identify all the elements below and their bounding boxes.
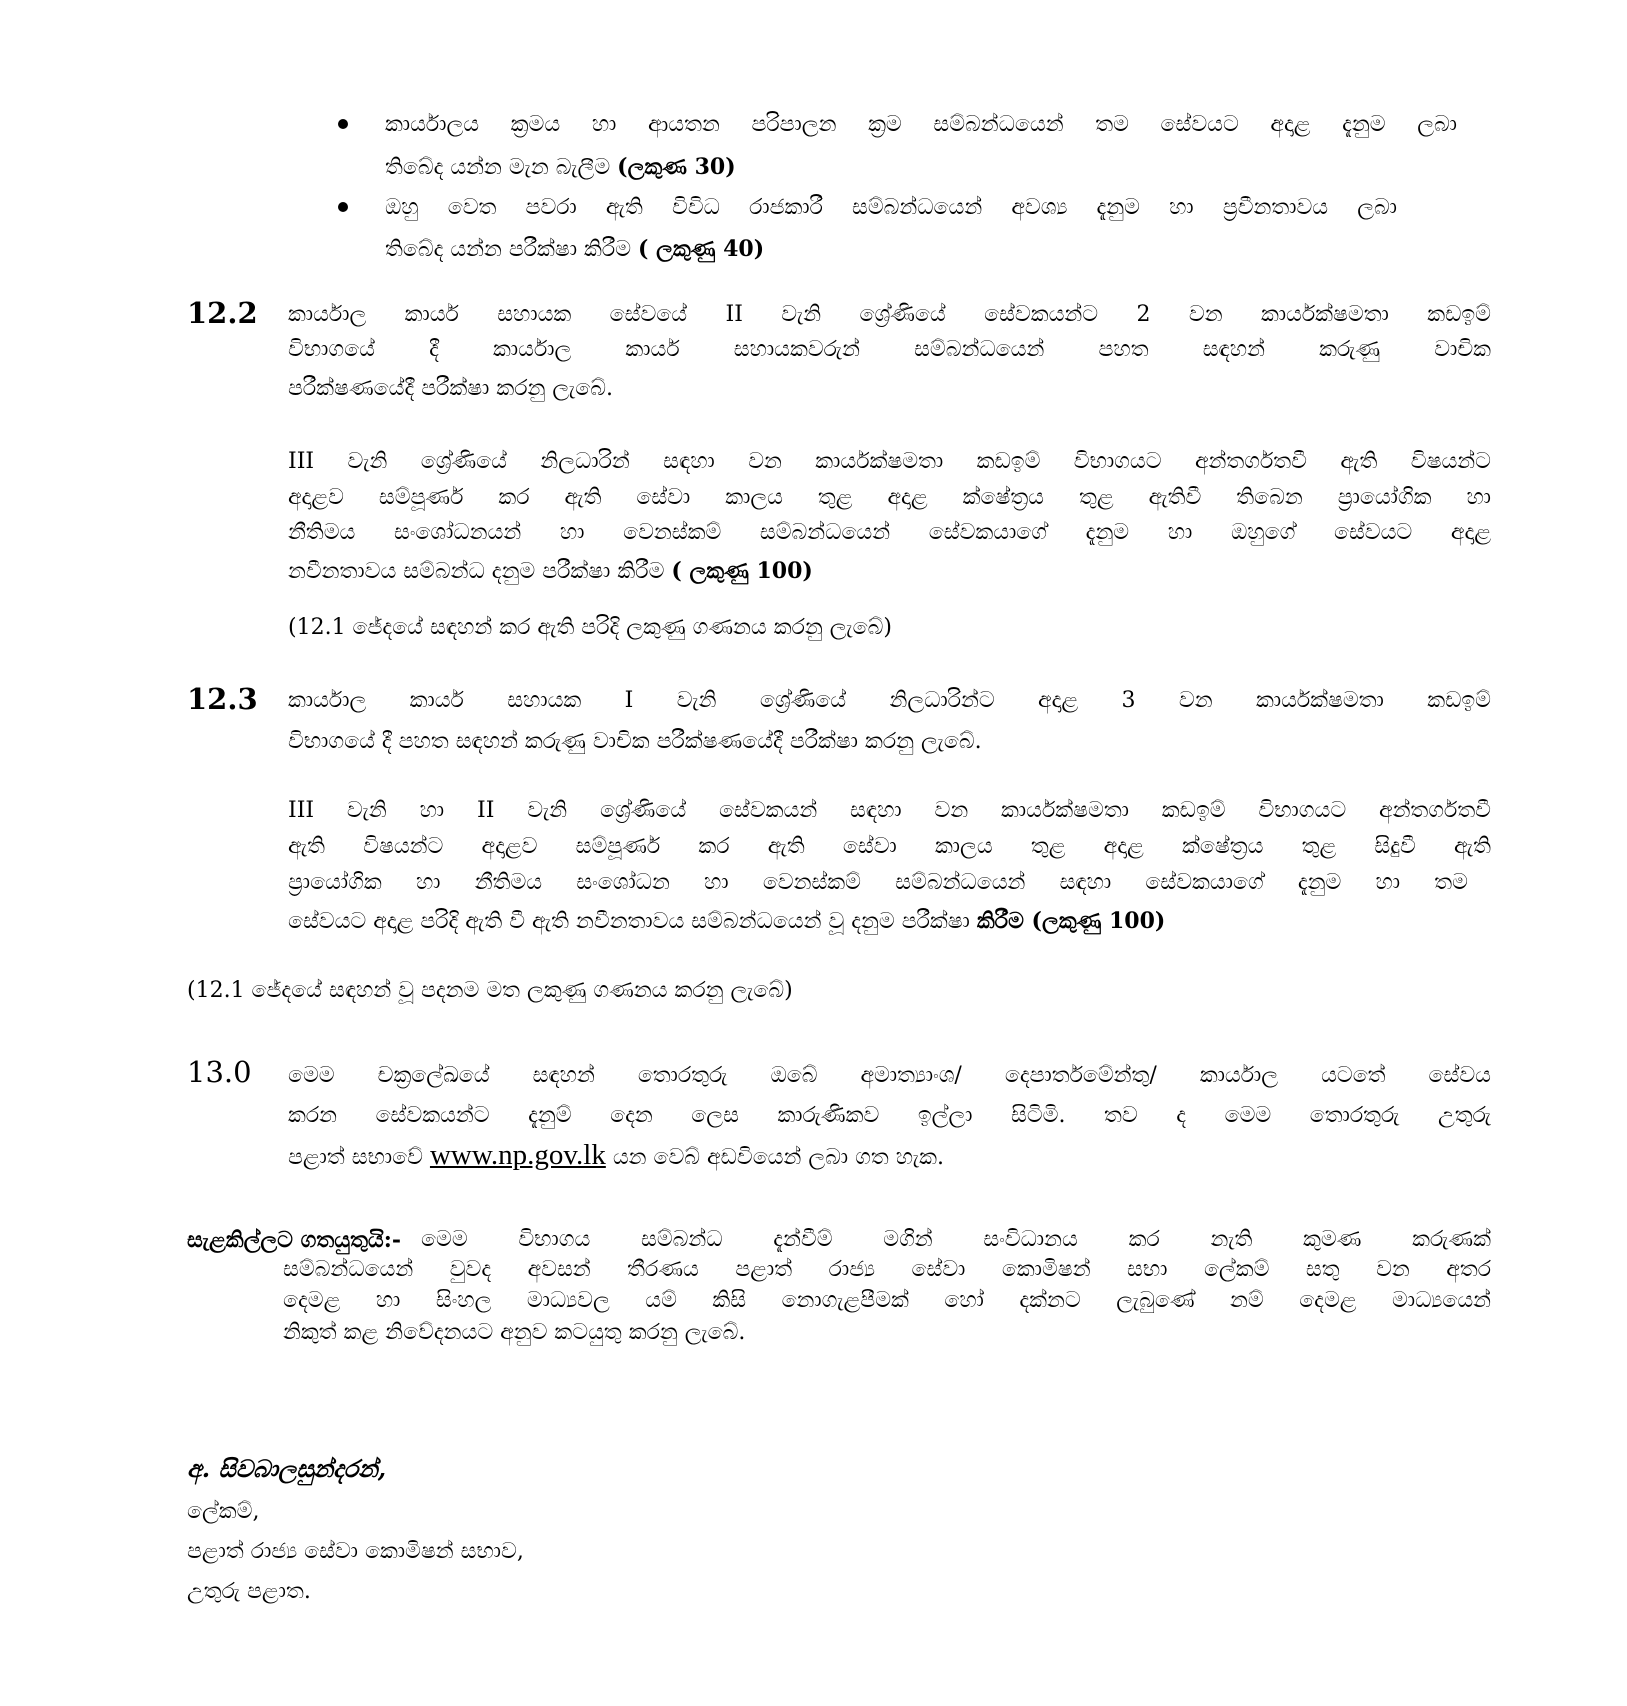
bullet-1-text: තිබේද යන්න මැන බැලීම [385,155,611,180]
s12-2-p2-line-1: III වැනි ශ්‍රේණියේ නිලධාරින් සඳහා වන කාර්යක්ෂමතා කඩඉම් විභාගයට අන්තර්ගතවී ඇති විෂයන්ට [288,449,1491,474]
s12-3-p2-text: සේවයට අදාළ පරිදි ඇති වී ඇති නවීනතාවය සම්බන්ධයෙන් වූ දනුම පරීක්ෂා [288,909,970,934]
bullet-icon [338,119,348,129]
s13-line-3-pre: පළාත් සභාවේ [288,1145,423,1170]
website-link[interactable]: www.np.gov.lk [429,1139,606,1171]
bullet-2-text: තිබේද යන්න පරීක්ෂා කිරීම [385,237,632,262]
s12-3-p2-line-2: ඇති විෂයන්ට අදාළව සම්පූර්ණ කර ඇති සේවා කාලය තුළ අදාළ ක්ෂේත්‍රය තුළ සිදුවී ඇති [288,834,1491,859]
s13-line-3 [288,1140,944,1173]
s12-2-p1-line-1: කාර්යාල කාර්ය සහායක සේවයේ II වැනි ශ්‍රේණියේ සේවකයන්ට 2 වන කාර්යක්ෂමතා කඩඉම් [288,302,1491,327]
signatory-place: උතුරු පළාත. [187,1579,311,1604]
section-number-13-0: 13.0 [187,1055,252,1089]
bullet-1-line-2 [385,152,736,183]
s12-3-marks: කිරීම (ලකුණු 100) [976,908,1166,934]
note-line-1: මෙම විභාගය සම්බන්ධ දැන්වීම් මගින් සංවිධානය කර නැති කුමණ කරුණක් [421,1227,1491,1252]
s12-2-p2-text: නවීනතාවය සම්බන්ධ දනුම පරීක්ෂා කිරීම [288,559,665,584]
s13-line-1: මෙම චක්‍රලේඛයේ සඳහන් තොරතුරු ඔබේ අමාත්‍යාංශ/ දෙපාර්තමේන්තු/ කාර්යාල යටතේ සේවය [288,1063,1491,1088]
signatory-name: අ. සිවබාලසුන්දරන්, [187,1454,387,1483]
signatory-title: ලේකම්, [187,1499,260,1524]
bullet-2-line-1: ඔහු වෙත පවරා ඇති විවිධ රාජකාරී සම්බන්ධයෙන් අවශ්‍ය දැනුම හා ප්‍රවීනතාවය ලබා [385,195,1397,220]
s12-3-p2-line-1: III වැනි හා II වැනි ශ්‍රේණියේ සේවකයන් සඳහා වන කාර්යක්ෂමතා කඩඉම් විභාගයට අන්තර්ගතවී [288,798,1491,823]
s12-3-p1-line-2: විභාගයේ දී පහත සඳහන් කරුණු වාචික පරීක්ෂණයේදී පරීක්ෂා කරනු ලැබේ. [288,729,982,754]
s12-2-marks: ( ලකුණු 100) [671,558,813,584]
s12-3-note: (12.1 ජේදයේ සඳහන් වූ පදනම මත ලකුණු ගණනය කරනු ලැබේ) [187,978,793,1003]
s12-2-p2-line-2: අදාළව සම්පූර්ණ කර ඇති සේවා කාලය තුළ අදාළ ක්ෂේත්‍රය තුළ ඇතිවී තිබෙන ප්‍රායෝගික හා [288,485,1491,510]
s12-3-p2-line-3: ප්‍රායෝගික හා නීතිමය සංශෝධන හා වෙනස්කම් සම්බන්ධයෙන් සඳහා සේවකයාගේ දැනුම හා තම [288,870,1468,895]
s13-line-3-post: යන වෙබ් අඩවියෙන් ලබා ගත හැක. [612,1145,945,1170]
bullet-2-line-2 [385,234,764,265]
signatory-organization: පළාත් රාජ්‍ය සේවා කොමිෂන් සභාව, [187,1539,524,1564]
s12-2-p2-line-3: නීතිමය සංශෝධනයන් හා වෙනස්කම් සම්බන්ධයෙන් සේවකයාගේ දැනුම හා ඔහුගේ සේවයට අදාළ [288,520,1491,545]
s12-2-p2-line-4 [288,556,813,587]
section-number-12-2: 12.2 [187,296,258,330]
section-number-12-3: 12.3 [187,682,258,716]
bullet-icon [338,202,348,212]
s12-3-p2-line-4 [288,906,1165,937]
s12-2-p1-line-3: පරීක්ෂණයේදී පරීක්ෂා කරනු ලැබේ. [288,376,614,401]
note-line-4: නිකුත් කළ නිවේදනයට අනුව කටයුතු කරනු ලැබේ. [283,1320,746,1345]
s12-2-p1-line-2: විභාගයේ දී කාර්යාල කාර්ය සහායකවරුන් සම්බන්ධයෙන් පහත සඳහන් කරුණු වාචික [288,337,1491,362]
s12-3-p1-line-1: කාර්යාල කාර්ය සහායක I වැනි ශ්‍රේණියේ නිලධාරින්ට අදාළ 3 වන කාර්යක්ෂමතා කඩඉම් [288,688,1491,713]
s13-line-2: කරන සේවකයන්ට දැනුම් දෙන ලෙස කාරුණිකව ඉල්ලා සිටිමි. තව ද මෙම තොරතුරු උතුරු [288,1103,1491,1128]
note-line-2: සම්බන්ධයෙන් වුවද අවසන් තීරණය පළාත් රාජ්‍ය සේවා කොමිෂන් සභා ලේකම් සතු වන අතර [283,1257,1491,1282]
note-first-line [187,1225,1491,1255]
bullet-2-marks: ( ලකුණු 40) [638,236,765,262]
s12-2-note: (12.1 ජේදයේ සඳහන් කර ඇති පරිදි ලකුණු ගණනය කරනු ලැබේ) [288,615,892,640]
note-line-3: දෙමළ හා සිංහල මාධ්‍යවල යම් කිසි නොගැළපීමක් හෝ දක්නට ලැබුණේ නම් දෙමළ මාධ්‍යයෙන් [283,1288,1491,1313]
note-label: සැළකිල්ලට ගතයුතුයි:- [187,1227,402,1253]
bullet-1-line-1: කාර්යාලය ක්‍රමය හා ආයතන පරිපාලන ක්‍රම සම්බන්ධයෙන් තම සේවයට අදාළ දැනුම ලබා [385,112,1457,137]
bullet-1-marks: (ලකුණ 30) [617,154,736,180]
